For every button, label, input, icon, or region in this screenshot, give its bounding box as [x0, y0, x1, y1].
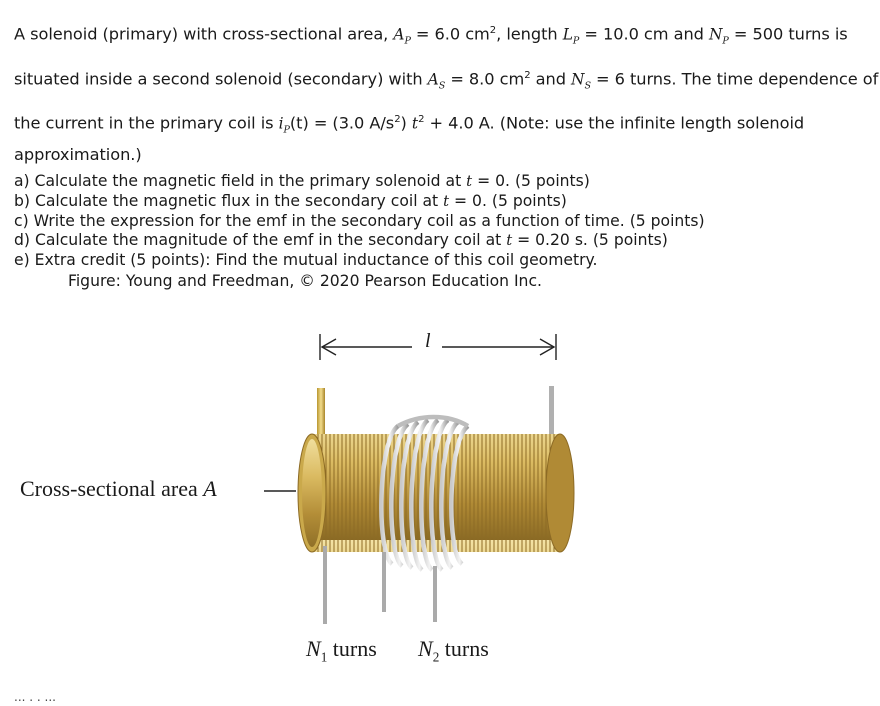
- truncated-footer-text: ... . . ...: [14, 690, 56, 704]
- secondary-bottom-lead-1: [382, 552, 386, 612]
- primary-bottom-lead: [323, 546, 327, 624]
- length-label: l: [425, 330, 431, 352]
- n1-turns-label: $N_1$ turns: [306, 636, 377, 665]
- cross-section-label: Cross-sectional area A: [20, 476, 217, 501]
- part-d: d) Calculate the magnitude of the emf in the secondary coil at t = 0.20 s. (5 points): [14, 231, 668, 250]
- solenoid-figure: [0, 300, 880, 702]
- part-c: c) Write the expression for the emf in the secondary coil as a function of time. (5 points): [14, 211, 705, 230]
- part-b: b) Calculate the magnetic flux in the secondary coil at t = 0. (5 points): [14, 191, 567, 210]
- problem-statement: [14, 14, 879, 166]
- part-e: e) Extra credit (5 points): Find the mutual inductance of this coil geometry.: [14, 251, 598, 270]
- part-a: a) Calculate the magnetic field in the primary solenoid at t = 0. (5 points): [14, 172, 590, 190]
- intro-line-2: situated inside a second solenoid (secondary) with $A_S = 8.0$ $cm^2$ and $N_S = 6$ turns. The time dependence of: [14, 69, 879, 92]
- question-parts: [14, 172, 874, 271]
- length-dimension: [320, 334, 556, 360]
- figure-credit: Figure: Young and Freedman, © 2020 Pearson Education Inc.: [68, 272, 542, 290]
- intro-line-3: the current in the primary coil is $i_P(t) = (3.0$ $A/s^2$) $t^2 + 4.0$ A. (Note: use the infinite length solenoid: [14, 113, 805, 136]
- intro-line-1: A solenoid (primary) with cross-sectional area, $A_P = 6.0$ $cm^2$, length $L_P = 10.0$ cm and $N_P = 500$ turns is: [14, 24, 848, 47]
- n2-turns-label: $N_2$ turns: [418, 636, 489, 665]
- intro-line-4: approximation.): [14, 144, 142, 164]
- secondary-bottom-lead-2: [433, 566, 437, 622]
